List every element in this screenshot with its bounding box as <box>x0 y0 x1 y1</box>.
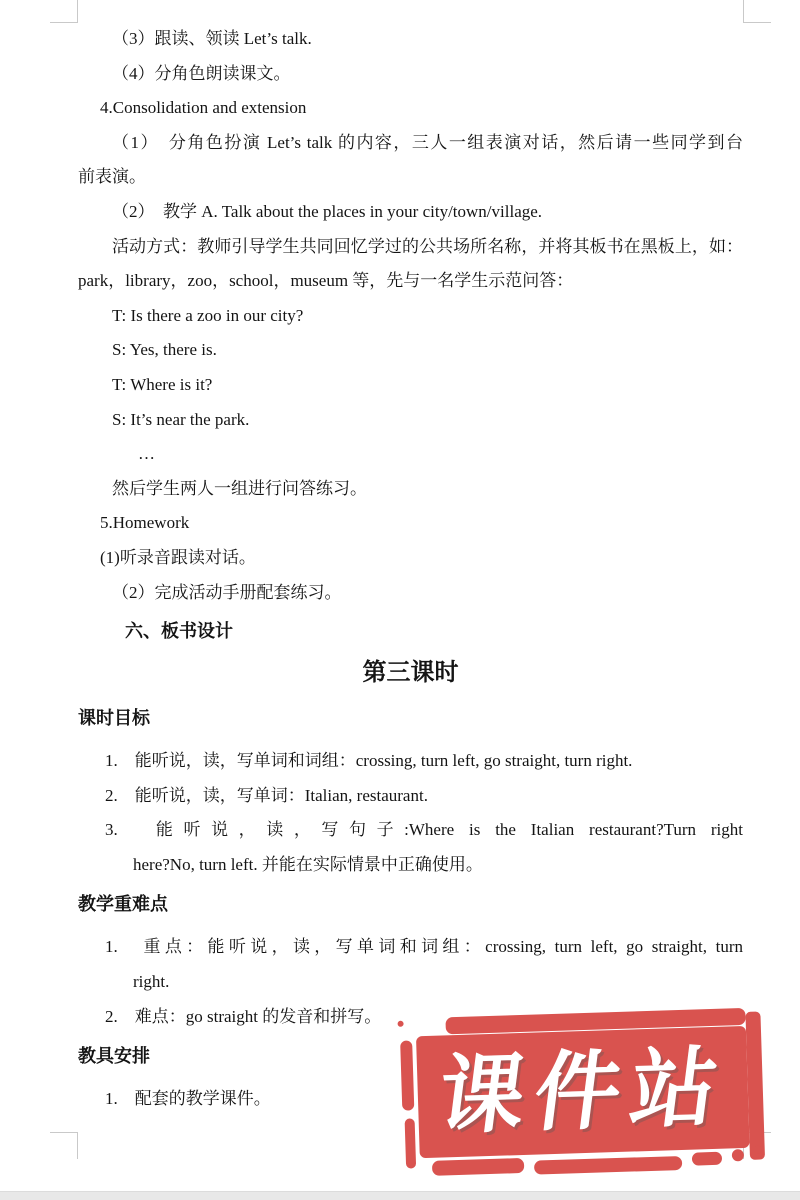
paragraph-pairwork: 然后学生两人一组进行问答练习。 <box>112 478 367 498</box>
page-gap-strip <box>0 1191 800 1200</box>
goals-list <box>78 744 743 882</box>
goal-item-2: 2. 能听说，读，写单词：Italian, restaurant. <box>105 785 428 805</box>
key-point-2: 2. 难点：go straight 的发音和拼写。 <box>105 1006 382 1026</box>
watermark-text: 课件站 <box>432 1039 733 1145</box>
watermark-stamp <box>397 999 773 1196</box>
paragraph-consolidation-heading: 4.Consolidation and extension <box>100 98 307 118</box>
heading-board-design: 六、板书设计 <box>125 621 233 642</box>
paragraph-step4-role-read: （4）分角色朗读课文。 <box>112 63 291 83</box>
paragraph-homework-heading: 5.Homework <box>100 513 190 533</box>
dialogue-student-2: S: It’s near the park. <box>112 409 250 429</box>
goal-item-3-line1: 3. 能听说，读，写句子:Where is the Italian restaurant?Turn right <box>105 820 743 840</box>
dialogue-teacher-2: T: Where is it? <box>112 374 213 394</box>
text-boundary-mark-top-right <box>743 0 771 23</box>
heading-lesson-goals: 课时目标 <box>78 708 150 729</box>
paragraph-step3-follow-read: （3）跟读、领读 Let’s talk. <box>112 29 312 48</box>
stamp-border-segment <box>397 1021 403 1027</box>
paragraph-roleplay-line1: （1） 分角色扮演 Let’s talk 的内容，三人一组表演对话，然后请一些同学到台 <box>112 132 743 152</box>
paragraph-activity-line1: 活动方式：教师引导学生共同回忆学过的公共场所名称，并将其板书在黑板上，如： <box>112 236 743 256</box>
stamp-border-segment <box>732 1149 744 1161</box>
document-body <box>78 22 743 1117</box>
teaching-aid-item-1: 1. 配套的教学课件。 <box>105 1089 271 1109</box>
paragraph-activity-line2: park，library，zoo，school，museum 等，先与一名学生示范问答： <box>78 271 574 291</box>
key-point-1-line1: 1. 重点：能听说，读，写单词和词组：crossing, turn left, go straight, turn <box>105 937 743 957</box>
stamp-border-segment <box>692 1152 722 1166</box>
goal-item-1: 1. 能听说，读，写单词和词组：crossing, turn left, go straight, turn right. <box>105 751 633 771</box>
key-point-1-line2: right. <box>133 972 170 992</box>
paragraph-roleplay-line2: 前表演。 <box>78 167 146 187</box>
paragraph-homework-1: (1)听录音跟读对话。 <box>100 547 256 567</box>
paragraph-homework-2: （2）完成活动手册配套练习。 <box>112 582 342 602</box>
stamp-border-segment <box>534 1156 682 1175</box>
dialogue-student-1: S: Yes, there is. <box>112 340 217 360</box>
stamp-border-segment <box>405 1118 417 1168</box>
dialogue-teacher-1: T: Is there a zoo in our city? <box>112 305 304 325</box>
stamp-border-segment <box>400 1040 414 1110</box>
heading-key-points: 教学重难点 <box>78 894 168 915</box>
paragraph-teach-a: （2） 教学 A. Talk about the places in your city/town/village. <box>112 201 543 221</box>
stamp-border-segment <box>432 1158 524 1176</box>
heading-teaching-aids: 教具安排 <box>78 1046 150 1067</box>
text-boundary-mark-top-left <box>50 0 78 23</box>
text-boundary-mark-bottom-left <box>50 1132 78 1159</box>
heading-period-3: 第三课时 <box>362 659 459 687</box>
stamp-inner-block <box>416 1026 750 1158</box>
dialogue-ellipsis: … <box>138 444 155 464</box>
goal-item-3-line2: here?No, turn left. 并能在实际情景中正确使用。 <box>133 854 483 874</box>
